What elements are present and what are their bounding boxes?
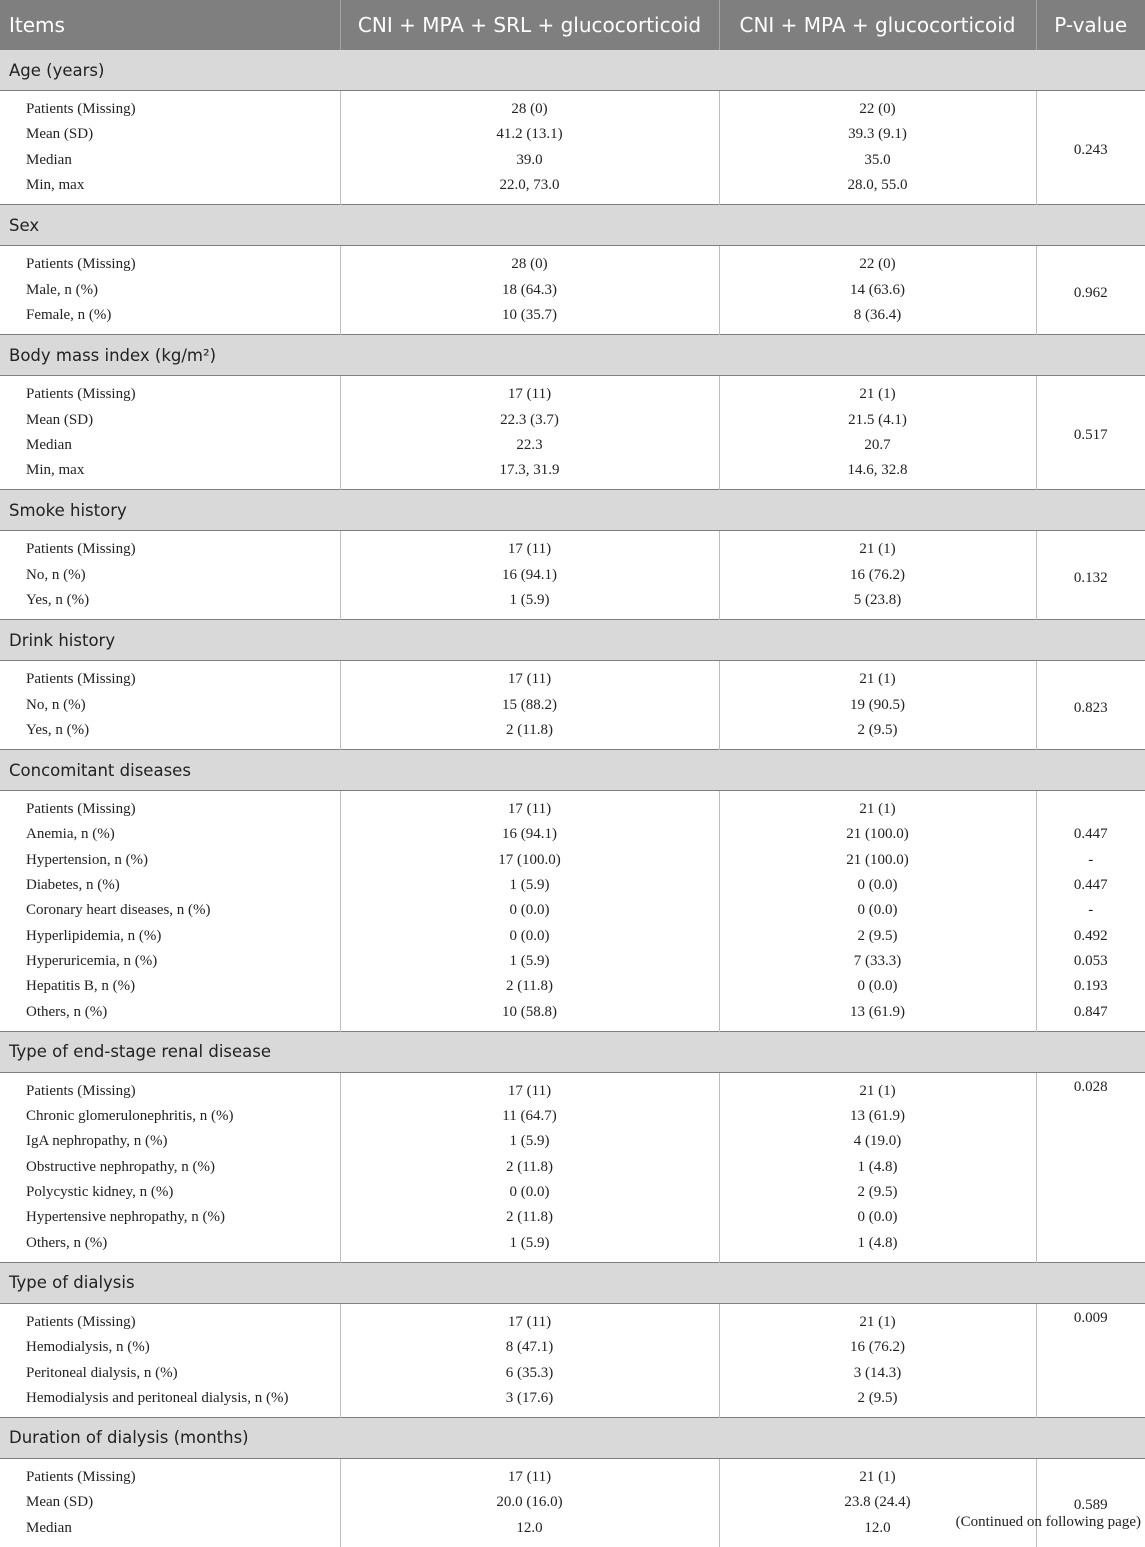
pvalue-cell: -: [1036, 898, 1145, 923]
table-row: [0, 91, 1145, 123]
table-row: [0, 1180, 1145, 1205]
table-row: [0, 303, 1145, 335]
group2-value: 14 (63.6): [719, 277, 1036, 302]
table-row: [0, 1205, 1145, 1230]
row-label: Female, n (%): [26, 306, 112, 323]
group2-value: 8 (36.4): [719, 303, 1036, 335]
pvalue-cell: 0.053: [1036, 949, 1145, 974]
group1-value: 1 (5.9): [340, 1231, 719, 1263]
group1-value: 6 (35.3): [340, 1360, 719, 1385]
table-row: [0, 376, 1145, 408]
group2-value: 12.0: [719, 1516, 1036, 1547]
group2-value: 3 (14.3): [719, 1360, 1036, 1385]
section-header-row: [0, 50, 1145, 91]
table-row: [0, 1104, 1145, 1129]
group1-value: 0 (0.0): [340, 924, 719, 949]
row-label: IgA nephropathy, n (%): [26, 1133, 168, 1150]
pvalue-cell: 0.847: [1036, 999, 1145, 1031]
table-row: [0, 1231, 1145, 1263]
pvalue-cell: -: [1036, 848, 1145, 873]
row-label: Patients (Missing): [26, 801, 136, 818]
row-label: Polycystic kidney, n (%): [26, 1184, 174, 1201]
group1-value: 22.3: [340, 433, 719, 458]
row-label: Anemia, n (%): [26, 826, 115, 843]
group1-value: 10 (35.7): [340, 303, 719, 335]
group1-value: 17 (11): [340, 1458, 719, 1490]
row-label: Patients (Missing): [26, 256, 136, 273]
group2-value: 21 (1): [719, 791, 1036, 823]
row-label: Hepatitis B, n (%): [26, 978, 136, 995]
group2-value: 23.8 (24.4): [719, 1490, 1036, 1515]
group2-value: 35.0: [719, 148, 1036, 173]
group2-value: 16 (76.2): [719, 1335, 1036, 1360]
header-pvalue: P-value: [1036, 0, 1145, 50]
row-label: Peritoneal dialysis, n (%): [26, 1364, 178, 1381]
table-row: [0, 718, 1145, 750]
section-title: Smoke history: [0, 490, 1145, 531]
row-label: Mean (SD): [26, 126, 94, 143]
group2-value: 7 (33.3): [719, 949, 1036, 974]
section-title: Type of end-stage renal disease: [0, 1031, 1145, 1072]
row-label: Hypertensive nephropathy, n (%): [26, 1209, 225, 1226]
pvalue-cell: 0.823: [1036, 661, 1145, 750]
section-header-row: [0, 490, 1145, 531]
table-row: [0, 949, 1145, 974]
group1-value: 2 (11.8): [340, 1205, 719, 1230]
group1-value: 1 (5.9): [340, 949, 719, 974]
group1-value: 41.2 (13.1): [340, 122, 719, 147]
section-title: Duration of dialysis (months): [0, 1417, 1145, 1458]
group1-value: 1 (5.9): [340, 1129, 719, 1154]
group1-value: 15 (88.2): [340, 692, 719, 717]
group2-value: 22 (0): [719, 246, 1036, 278]
pvalue-cell: 0.132: [1036, 531, 1145, 620]
group1-value: 17 (100.0): [340, 848, 719, 873]
group1-value: 12.0: [340, 1516, 719, 1547]
group1-value: 22.0, 73.0: [340, 173, 719, 205]
row-label: Chronic glomerulonephritis, n (%): [26, 1108, 234, 1125]
row-label: Coronary heart diseases, n (%): [26, 902, 211, 919]
group1-value: 2 (11.8): [340, 1155, 719, 1180]
table-row: [0, 692, 1145, 717]
group2-value: 1 (4.8): [719, 1155, 1036, 1180]
section-header-row: [0, 1417, 1145, 1458]
group2-value: 20.7: [719, 433, 1036, 458]
section-header-row: [0, 205, 1145, 246]
table-row: [0, 1386, 1145, 1418]
row-label: Median: [26, 436, 72, 453]
table-row: [0, 563, 1145, 588]
group2-value: 21 (1): [719, 661, 1036, 693]
group1-value: 0 (0.0): [340, 1180, 719, 1205]
table-row: [0, 531, 1145, 563]
pvalue-cell: 0.517: [1036, 376, 1145, 490]
pvalue-cell: 0.492: [1036, 924, 1145, 949]
table-row: [0, 848, 1145, 873]
row-label: Hyperlipidemia, n (%): [26, 927, 162, 944]
row-label: Min, max: [26, 462, 85, 479]
row-label: Hypertension, n (%): [26, 851, 149, 868]
row-label: Hyperuricemia, n (%): [26, 952, 158, 969]
group1-value: 0 (0.0): [340, 898, 719, 923]
row-label: Patients (Missing): [26, 1082, 136, 1099]
row-label: No, n (%): [26, 696, 86, 713]
table-row: [0, 1458, 1145, 1490]
table-row: [0, 246, 1145, 278]
row-label: Patients (Missing): [26, 101, 136, 118]
pvalue-cell: 0.028: [1036, 1072, 1145, 1262]
table-row: [0, 791, 1145, 823]
table-row: [0, 999, 1145, 1031]
row-label: Others, n (%): [26, 1234, 108, 1251]
group2-value: 16 (76.2): [719, 563, 1036, 588]
group1-value: 3 (17.6): [340, 1386, 719, 1418]
section-title: Drink history: [0, 620, 1145, 661]
group1-value: 11 (64.7): [340, 1104, 719, 1129]
table-row: [0, 873, 1145, 898]
group2-value: 21 (1): [719, 1458, 1036, 1490]
group1-value: 18 (64.3): [340, 277, 719, 302]
row-label: Yes, n (%): [26, 721, 90, 738]
pvalue-cell: 0.447: [1036, 873, 1145, 898]
header-group1: CNI + MPA + SRL + glucocorticoid: [340, 0, 719, 50]
group2-value: 2 (9.5): [719, 718, 1036, 750]
table-row: [0, 1072, 1145, 1104]
row-label: Patients (Missing): [26, 1313, 136, 1330]
table-row: [0, 588, 1145, 620]
section-title: Body mass index (kg/m²): [0, 335, 1145, 376]
section-title: Concomitant diseases: [0, 750, 1145, 791]
group2-value: 21 (1): [719, 1303, 1036, 1335]
group2-value: 21.5 (4.1): [719, 407, 1036, 432]
table-row: [0, 1303, 1145, 1335]
section-header-row: [0, 1031, 1145, 1072]
group2-value: 21 (1): [719, 531, 1036, 563]
group2-value: 0 (0.0): [719, 974, 1036, 999]
group2-value: 39.3 (9.1): [719, 122, 1036, 147]
section-header-row: [0, 335, 1145, 376]
section-title: Type of dialysis: [0, 1262, 1145, 1303]
table-row: [0, 661, 1145, 693]
group1-value: 20.0 (16.0): [340, 1490, 719, 1515]
table-row: [0, 924, 1145, 949]
row-label: Diabetes, n (%): [26, 877, 120, 894]
row-label: Yes, n (%): [26, 592, 90, 608]
pvalue-cell: 0.589: [1036, 1458, 1145, 1546]
group1-value: 17 (11): [340, 1072, 719, 1104]
group2-value: 21 (100.0): [719, 822, 1036, 847]
group1-value: 16 (94.1): [340, 563, 719, 588]
table-row: [0, 148, 1145, 173]
section-header-row: [0, 750, 1145, 791]
group2-value: 22 (0): [719, 91, 1036, 123]
group2-value: 4 (19.0): [719, 1129, 1036, 1154]
table-row: [0, 822, 1145, 847]
group1-value: 39.0: [340, 148, 719, 173]
row-label: Mean (SD): [26, 411, 94, 428]
pvalue-cell: 0.193: [1036, 974, 1145, 999]
group1-value: 28 (0): [340, 91, 719, 123]
group1-value: 2 (11.8): [340, 974, 719, 999]
row-label: Patients (Missing): [26, 671, 136, 688]
group1-value: 28 (0): [340, 246, 719, 278]
pvalue-cell: [1036, 791, 1145, 823]
row-label: Hemodialysis and peritoneal dialysis, n (%): [26, 1389, 289, 1406]
table-header-row: [0, 0, 1145, 50]
table-row: [0, 1335, 1145, 1360]
group2-value: 2 (9.5): [719, 924, 1036, 949]
group2-value: 14.6, 32.8: [719, 458, 1036, 490]
table-row: [0, 974, 1145, 999]
table-row: [0, 1155, 1145, 1180]
group1-value: 1 (5.9): [340, 588, 719, 620]
section-title: Sex: [0, 205, 1145, 246]
group2-value: 5 (23.8): [719, 588, 1036, 620]
group2-value: 0 (0.0): [719, 1205, 1036, 1230]
pvalue-cell: 0.243: [1036, 91, 1145, 205]
table-row: [0, 407, 1145, 432]
group1-value: 22.3 (3.7): [340, 407, 719, 432]
row-label: Patients (Missing): [26, 1469, 136, 1486]
group1-value: 2 (11.8): [340, 718, 719, 750]
group2-value: 13 (61.9): [719, 999, 1036, 1031]
pvalue-cell: 0.962: [1036, 246, 1145, 335]
table-body: [0, 50, 1145, 1547]
row-label: Patients (Missing): [26, 541, 136, 558]
group2-value: 19 (90.5): [719, 692, 1036, 717]
table-row: [0, 1360, 1145, 1385]
header-group2: CNI + MPA + glucocorticoid: [719, 0, 1036, 50]
group2-value: 1 (4.8): [719, 1231, 1036, 1263]
group1-value: 17 (11): [340, 531, 719, 563]
group1-value: 17.3, 31.9: [340, 458, 719, 490]
group1-value: 1 (5.9): [340, 873, 719, 898]
group1-value: 16 (94.1): [340, 822, 719, 847]
table-row: [0, 277, 1145, 302]
row-label: Median: [26, 1519, 72, 1536]
group1-value: 10 (58.8): [340, 999, 719, 1031]
table-row: [0, 122, 1145, 147]
group2-value: 0 (0.0): [719, 898, 1036, 923]
pvalue-cell: 0.009: [1036, 1303, 1145, 1417]
group1-value: 17 (11): [340, 376, 719, 408]
row-label: Obstructive nephropathy, n (%): [26, 1158, 215, 1175]
pvalue-cell: 0.447: [1036, 822, 1145, 847]
row-label: No, n (%): [26, 566, 86, 583]
section-title: Age (years): [0, 50, 1145, 91]
group2-value: 2 (9.5): [719, 1180, 1036, 1205]
row-label: Median: [26, 151, 72, 168]
row-label: Others, n (%): [26, 1003, 108, 1020]
group1-value: 8 (47.1): [340, 1335, 719, 1360]
row-label: Hemodialysis, n (%): [26, 1339, 150, 1356]
section-header-row: [0, 1262, 1145, 1303]
group1-value: 17 (11): [340, 661, 719, 693]
row-label: Min, max: [26, 177, 85, 194]
row-label: Male, n (%): [26, 281, 99, 298]
group1-value: 17 (11): [340, 791, 719, 823]
group2-value: 0 (0.0): [719, 873, 1036, 898]
group2-value: 21 (1): [719, 376, 1036, 408]
table-row: [0, 458, 1145, 490]
continued-note: (Continued on following page): [955, 1514, 1141, 1530]
group2-value: 21 (100.0): [719, 848, 1036, 873]
group2-value: 28.0, 55.0: [719, 173, 1036, 205]
group1-value: 17 (11): [340, 1303, 719, 1335]
group2-value: 2 (9.5): [719, 1386, 1036, 1418]
header-items: Items: [0, 0, 340, 50]
group2-value: 21 (1): [719, 1072, 1036, 1104]
table-row: [0, 173, 1145, 205]
table-row: [0, 1129, 1145, 1154]
table-row: [0, 898, 1145, 923]
row-label: Mean (SD): [26, 1494, 94, 1511]
row-label: Patients (Missing): [26, 386, 136, 403]
section-header-row: [0, 620, 1145, 661]
table-row: [0, 433, 1145, 458]
table-row: [0, 1490, 1145, 1515]
group2-value: 13 (61.9): [719, 1104, 1036, 1129]
